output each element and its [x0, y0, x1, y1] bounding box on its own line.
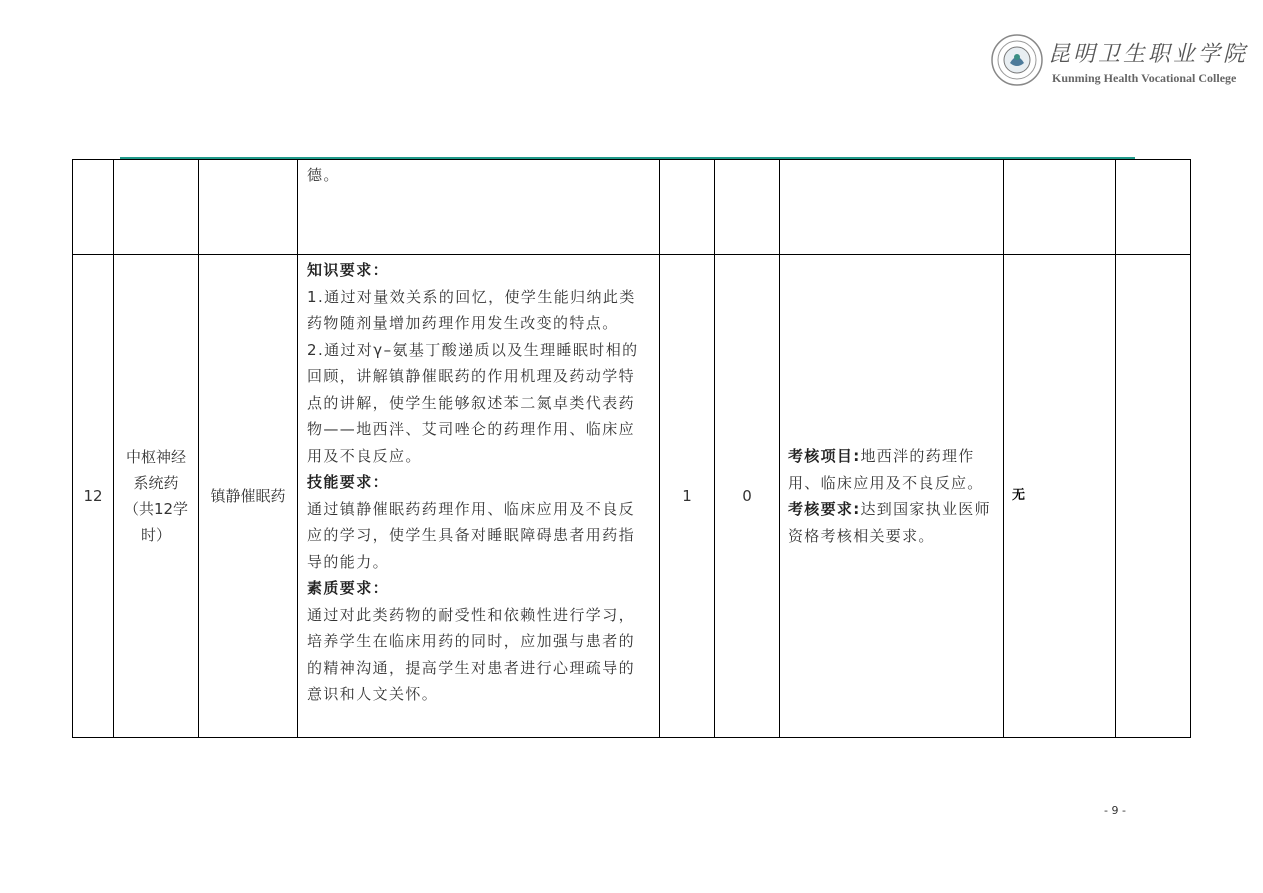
- cell-practice-hours: 0: [715, 255, 780, 738]
- skill-label: 技能要求：: [307, 473, 390, 491]
- knowledge-item: 2.通过对γ–氨基丁酸递质以及生理睡眠时相的回顾，讲解镇静催眠药的作用机理及药动学特点的讲解，使学生能够叙述苯二氮卓类代表药物——地西泮、艾司唑仑的药理作用、临床应用及不良反应。: [307, 340, 639, 465]
- quality-label: 素质要求：: [307, 579, 390, 597]
- cell-content: [298, 255, 660, 738]
- skill-text: 通过镇静催眠药药理作用、临床应用及不良反应的学习，使学生具备对睡眠障碍患者用药指导的能力。: [307, 499, 636, 571]
- cell-content: [298, 160, 660, 255]
- quality-text: 通过对此类药物的耐受性和依赖性进行学习，培养学生在临床用药的同时，应加强与患者的的精神沟通，提高学生对患者进行心理疏导的意识和人文关怀。: [307, 605, 636, 703]
- cell-assessment: [780, 160, 1004, 255]
- cell-remark: [1116, 255, 1191, 738]
- cell-unit: [114, 255, 199, 738]
- cell-remark: [1116, 160, 1191, 255]
- college-name-cn: 昆明卫生职业学院: [1048, 42, 1249, 67]
- cell-topic: [199, 255, 298, 738]
- cell-theory-hours: 1: [660, 255, 715, 738]
- assessment-requirement-text: 达到国家执业医师资格考核相关要求。: [788, 500, 991, 545]
- cell-unit: [114, 160, 199, 255]
- knowledge-item: 1.通过对量效关系的回忆，使学生能归纳此类药物随剂量增加药理作用发生改变的特点。: [307, 287, 636, 332]
- course-table: [72, 159, 1191, 738]
- assessment-item-label: 考核项目:: [788, 447, 861, 465]
- cell-other: [1004, 160, 1116, 255]
- assessment-requirement-label: 考核要求:: [788, 500, 861, 518]
- content-text: 德。: [307, 166, 340, 184]
- college-logo: [990, 33, 1249, 89]
- assessment-item-text: 地西泮的药理作用、临床应用及不良反应。: [788, 447, 984, 492]
- cell-theory-hours: [660, 160, 715, 255]
- cell-number: 12: [73, 255, 114, 738]
- college-seal-icon: [990, 33, 1044, 87]
- page-number: - 9 -: [1104, 804, 1126, 817]
- cell-topic: [199, 160, 298, 255]
- knowledge-label: 知识要求：: [307, 261, 390, 279]
- table-row-12: [73, 255, 1191, 738]
- cell-practice-hours: [715, 160, 780, 255]
- topic-text: 镇静催眠药: [210, 487, 286, 505]
- assessment-requirement: [788, 496, 995, 549]
- table-row-continued: [73, 160, 1191, 255]
- cell-other: 无: [1004, 255, 1116, 738]
- assessment-item: [788, 443, 995, 496]
- college-name-en: Kunming Health Vocational College: [1052, 71, 1237, 85]
- unit-text: 中枢神经系统药（共12学时）: [123, 448, 189, 544]
- cell-number: [73, 160, 114, 255]
- cell-assessment: [780, 255, 1004, 738]
